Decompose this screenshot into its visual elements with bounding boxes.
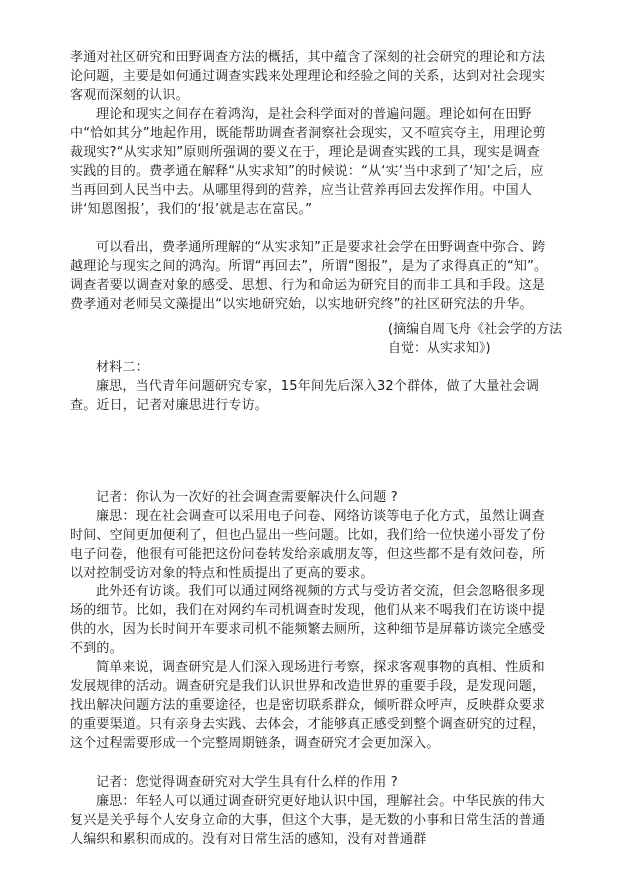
- material2-heading: 材料二：: [96, 360, 149, 375]
- paragraph-m1-2: 理论和现实之间存在着鸿沟，是社会科学面对的普遍问题。理论如何在田野中“恰如其分”地起作用，既能帮助调查者洞察社会现实，又不喧宾夺主，用理论剪裁现实?“从实求知”原则所强调的要义在于，理论是调查实践的工具，现实是调查实践的目的。费孝通在解释“从实求知”的时候说：“从‘实’当中求到了‘知’之后，应当再回到人民当中去。从哪里得到的营养，应当让营养再回去发挥作用。中国人讲‘知恩图报’，我们的‘报’就是志在富民。”: [70, 107, 546, 217]
- paragraph-m2-intro: 廉思，当代青年问题研究专家，15年间先后深入32个群体，做了大量社会调查。近日，记者对廉思进行专访。: [70, 379, 540, 413]
- answer-1-summary: 简单来说，调查研究是人们深入现场进行考察，探求客观事物的真相、性质和发展规律的活动。调查研究是我们认识世界和改造世界的重要手段，是发现问题，找出解决问题方法的重要途径，也是密切联系群众，倾听群众呼声，反映群众要求的重要渠道。只有亲身去实践、去体会，才能够真正感受到整个调查研究的过程，这个过程需要形成一个完整周期链条，调查研究才会更加深入。: [70, 660, 546, 751]
- citation: (摘编自周飞舟《社会学的方法自觉：从实求知》): [388, 322, 563, 356]
- paragraph-m1-3: 可以看出，费孝通所理解的“从实求知”正是要求社会学在田野调查中弥合、跨越理论与现实之间的鸿沟。所谓“再回去”，所谓“图报”，是为了求得真正的“知”。调查者要以调查对象的感受、思想、行为和命运为研究目的而非工具和手段。这是费孝通对老师吴文藻提出“以实地研究始，以实地研究终”的社区研究法的升华。: [70, 240, 548, 312]
- paragraph-m1-1: 孝通对社区研究和田野调查方法的概括，其中蕴含了深刻的社会研究的理论和方法论问题，主要是如何通过调查实践来处理理论和经验之间的关系，达到对社会现实客观而深刻的认识。: [70, 50, 546, 103]
- question-1: 记者：你认为一次好的社会调查需要解决什么问题 ?: [96, 490, 398, 505]
- answer-1: 廉思：现在社会调查可以采用电子问卷、网络访谈等电子化方式，虽然让调查时间、空间更加便利了，但也凸显出一些问题。比如，我们给一位快递小哥发了份电子问卷，他很有可能把这份问卷转发给亲戚朋友等，但这些都不是有效问卷，所以对控制受访对象的特点和性质提出了更高的要求。: [70, 509, 546, 581]
- answer-2: 廉思：年轻人可以通过调查研究更好地认识中国，理解社会。中华民族的伟大复兴是关乎每个人安身立命的大事，但这个大事，是无数的小事和日常生活的普通人编织和累积而成的。没有对日常生活的感知，没有对普通群: [70, 794, 546, 847]
- answer-1-continued: 此外还有访谈。我们可以通过网络视频的方式与受访者交流，但会忽略很多现场的细节。比如，我们在对网约车司机调查时发现，他们从来不喝我们在访谈中提供的水，因为长时间开车要求司机不能频繁去厕所，这种细节是屏幕访谈完全感受不到的。: [70, 584, 546, 656]
- question-2: 记者：您觉得调查研究对大学生具有什么样的作用 ?: [96, 775, 398, 790]
